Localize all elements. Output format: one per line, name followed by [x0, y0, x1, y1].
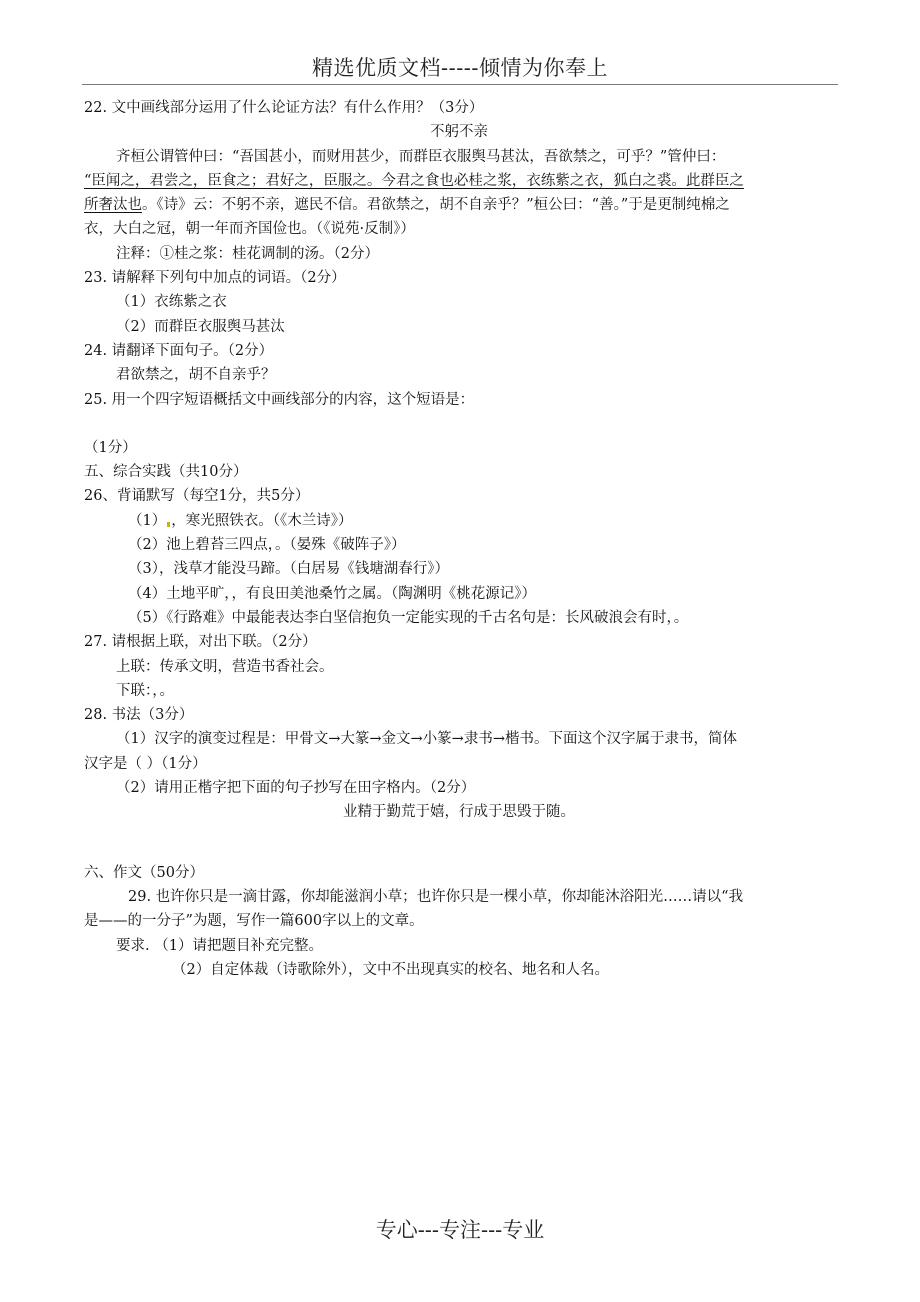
question-28: 28. 书法（3分） — [84, 707, 194, 724]
question-28-item-1-cont: 汉字是（ ）（1分） — [84, 755, 207, 772]
passage-title: 不躬不亲 — [430, 124, 488, 141]
question-24: 24. 请翻译下面句子。（2分） — [84, 342, 274, 359]
passage-line-2 — [84, 169, 834, 193]
section-6-heading: 六、作文（50分） — [84, 864, 204, 881]
passage-line-4: 衣，大白之冠，朝一年而齐国俭也。（《说苑·反制》） — [84, 221, 415, 238]
section-5-heading: 五、综合实践（共10分） — [84, 464, 248, 481]
requirement-2: （2）自定体裁（诗歌除外），文中不出现真实的校名、地名和人名。 — [172, 961, 609, 978]
passage-note: 注释：①桂之浆：桂花调制的汤。（2分） — [116, 245, 379, 262]
requirement-1: 要求. （1）请把题目补充完整。 — [116, 937, 323, 954]
question-25: 25. 用一个四字短语概括文中画线部分的内容，这个短语是： — [84, 391, 475, 408]
question-23-item-1: （1）衣练紫之衣 — [116, 294, 227, 311]
page-footer: 专心---专注---专业 — [375, 1218, 545, 1242]
page-header: 精选优质文档-----倾情为你奉上 — [312, 56, 608, 80]
question-23: 23. 请解释下列句中加点的词语。（2分） — [84, 270, 346, 287]
question-24-sentence: 君欲禁之，胡不自亲乎？ — [116, 367, 276, 384]
passage-line-3 — [84, 193, 834, 217]
question-28-item-1: （1）汉字的演变过程是：甲骨文→大篆→金文→小篆→隶书→楷书。下面这个汉字属于隶书，简体 — [116, 731, 737, 748]
passage-line-1: 齐桓公谓管仲曰：“吾国甚小，而财用甚少，而群臣衣服舆马甚汰，吾欲禁之，可乎？”管仲曰： — [116, 148, 726, 165]
underlined-text: 所奢汰也 — [84, 197, 142, 214]
question-29-cont: 是——的一分子”为题，写作一篇600字以上的文章。 — [84, 913, 424, 930]
question-26-item-5: （5）《行路难》中最能表达李白坚信抱负一定能实现的千古名句是：长风破浪会有时，。 — [128, 609, 689, 626]
header-divider — [82, 84, 838, 85]
question-27-upper: 上联：传承文明，营造书香社会。 — [116, 658, 334, 675]
question-26-item-2: （2）池上碧苔三四点，。（晏殊《破阵子》） — [128, 537, 406, 554]
question-26: 26、背诵默写（每空1分，共5分） — [84, 488, 310, 505]
question-28-item-2: （2）请用正楷字把下面的句子抄写在田字格内。（2分） — [116, 780, 476, 797]
question-27: 27. 请根据上联，对出下联。（2分） — [84, 634, 317, 651]
cursor-mark — [167, 522, 170, 527]
question-26-item-3: （3），浅草才能没马蹄。（白居易《钱塘湖春行》） — [128, 561, 449, 578]
underlined-text: “臣闻之，君尝之，臣食之；君好之，臣服之。今君之食也必桂之浆，衣练紫之衣，狐白之裘。此群臣之 — [84, 172, 744, 189]
question-26-item-1: （1） ，寒光照铁衣。（《木兰诗》） — [128, 512, 353, 529]
question-23-item-2: （2）而群臣衣服舆马甚汰 — [116, 318, 285, 335]
question-28-sentence: 业精于勤荒于嬉，行成于思毁于随。 — [343, 804, 575, 821]
question-26-item-4: （4）土地平旷，，有良田美池桑竹之属。（陶渊明《桃花源记》） — [128, 585, 536, 602]
question-25-score: （1分） — [84, 439, 137, 456]
question-29: 29. 也许你只是一滴甘露，你却能滋润小草；也许你只是一棵小草，你却能沐浴阳光……请以“我 — [128, 888, 744, 905]
question-27-lower: 下联：，。 — [116, 682, 174, 699]
passage-text: 。《诗》云：不躬不亲，遮民不信。君欲禁之，胡不自亲乎？”桓公曰：“善。”于是更制纯棉之 — [142, 197, 730, 214]
question-22: 22. 文中画线部分运用了什么论证方法？有什么作用？（3分） — [84, 100, 484, 116]
document-body — [84, 96, 834, 982]
